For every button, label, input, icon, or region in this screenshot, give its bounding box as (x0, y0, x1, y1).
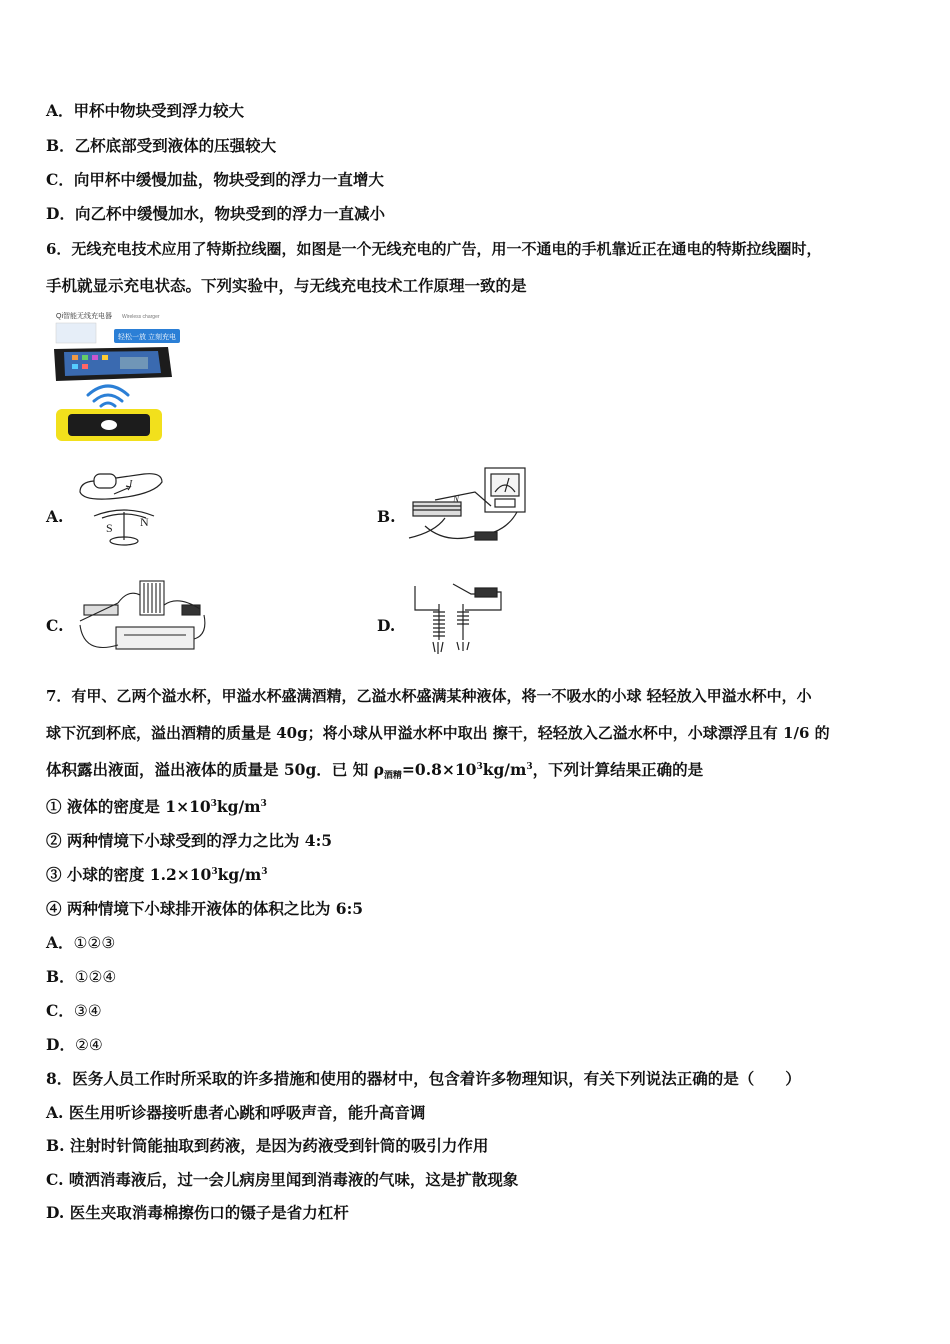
q7-stem-line3: 体积露出液面，溢出液体的质量是 50g．已 知 $\rho_{酒精}=0.8\times 10^3kg/m^3$，下列计算结果正确的是 (46, 760, 704, 781)
galvanometer-magnet-figure (405, 466, 530, 550)
ad-button-label: 轻松一放 立刻充电 (118, 334, 176, 341)
q7-option-a: A．①②③ (46, 933, 116, 952)
q7-option-c: C．③④ (46, 1001, 102, 1020)
q5-option-b: B．乙杯底部受到液体的压强较大 (46, 136, 277, 155)
q8-option-a: A. 医生用听诊器接听患者心跳和呼吸声音，能升高音调 (46, 1103, 426, 1122)
q6-option-a-label: A. (46, 507, 64, 526)
q7-statement-1: ① 液体的密度是 $1\times 10^3kg/m^3$ (46, 797, 267, 816)
q5-option-a: A．甲杯中物块受到浮力较大 (46, 101, 245, 120)
q8-option-d: D. 医生夹取消毒棉擦伤口的镊子是省力杠杆 (46, 1203, 349, 1222)
q8-option-c: C. 喷洒消毒液后，过一会儿病房里闻到消毒液的气味，这是扩散现象 (46, 1170, 519, 1189)
generator-apparatus-figure (74, 575, 209, 663)
q8-option-b: B. 注射时针筒能抽取到药液，是因为药液受到针筒的吸引力作用 (46, 1136, 489, 1155)
q7-statement-2: ② 两种情境下小球受到的浮力之比为 4:5 (46, 831, 333, 850)
q6-option-c-label: C. (46, 616, 64, 635)
q6-stem-line2: 手机就显示充电状态。下列实验中，与无线充电技术工作原理一致的是 (46, 276, 527, 295)
pole-label-s: S (106, 521, 113, 535)
pole-label-n: N (140, 515, 149, 529)
q6-option-d-label: D. (377, 616, 396, 635)
q7-option-d: D．②④ (46, 1035, 103, 1054)
electromagnets-nails-figure (405, 580, 505, 662)
q7-stem-line1: 7．有甲、乙两个溢水杯，甲溢水杯盛满酒精，乙溢水杯盛满某种液体，将一不吸水的小球 轻轻放入甲溢水杯中，小 (46, 687, 812, 705)
tablet-phone-icon (54, 347, 172, 381)
q8-stem: 8．医务人员工作时所采取的许多措施和使用的器材中，包含着许多物理知识，有关下列说法正确的是（ ） (46, 1069, 801, 1088)
q6-stem-line1: 6．无线充电技术应用了特斯拉线圈，如图是一个无线充电的广告，用一不通电的手机靠近正在通电的特斯拉线圈时， (46, 240, 822, 258)
compass-coil-figure (74, 468, 169, 550)
q5-option-d: D．向乙杯中缓慢加水，物块受到的浮力一直减小 (46, 204, 385, 223)
q7-statement-3: ③ 小球的密度 $1.2\times 10^3kg/m^3$ (46, 865, 268, 884)
q7-stem-line2: 球下沉到杯底，溢出酒精的质量是 40g；将小球从甲溢水杯中取出 擦干，轻轻放入乙溢水杯中，小球漂浮且有 1/6 的 (46, 724, 830, 742)
magnet-label-n: N (453, 494, 460, 504)
q7-option-b: B．①②④ (46, 967, 117, 986)
wireless-charger-ad-image (50, 307, 185, 447)
charging-pad-icon (56, 409, 162, 441)
q5-option-c: C．向甲杯中缓慢加盐，物块受到的浮力一直增大 (46, 170, 384, 189)
ad-subtitle: Wireless charger (122, 314, 160, 320)
q6-option-b-label: B. (377, 507, 396, 526)
ad-title: Qi智能无线充电器 (56, 313, 112, 320)
q7-statement-4: ④ 两种情境下小球排开液体的体积之比为 6:5 (46, 899, 364, 918)
current-label-i: I (129, 479, 133, 490)
